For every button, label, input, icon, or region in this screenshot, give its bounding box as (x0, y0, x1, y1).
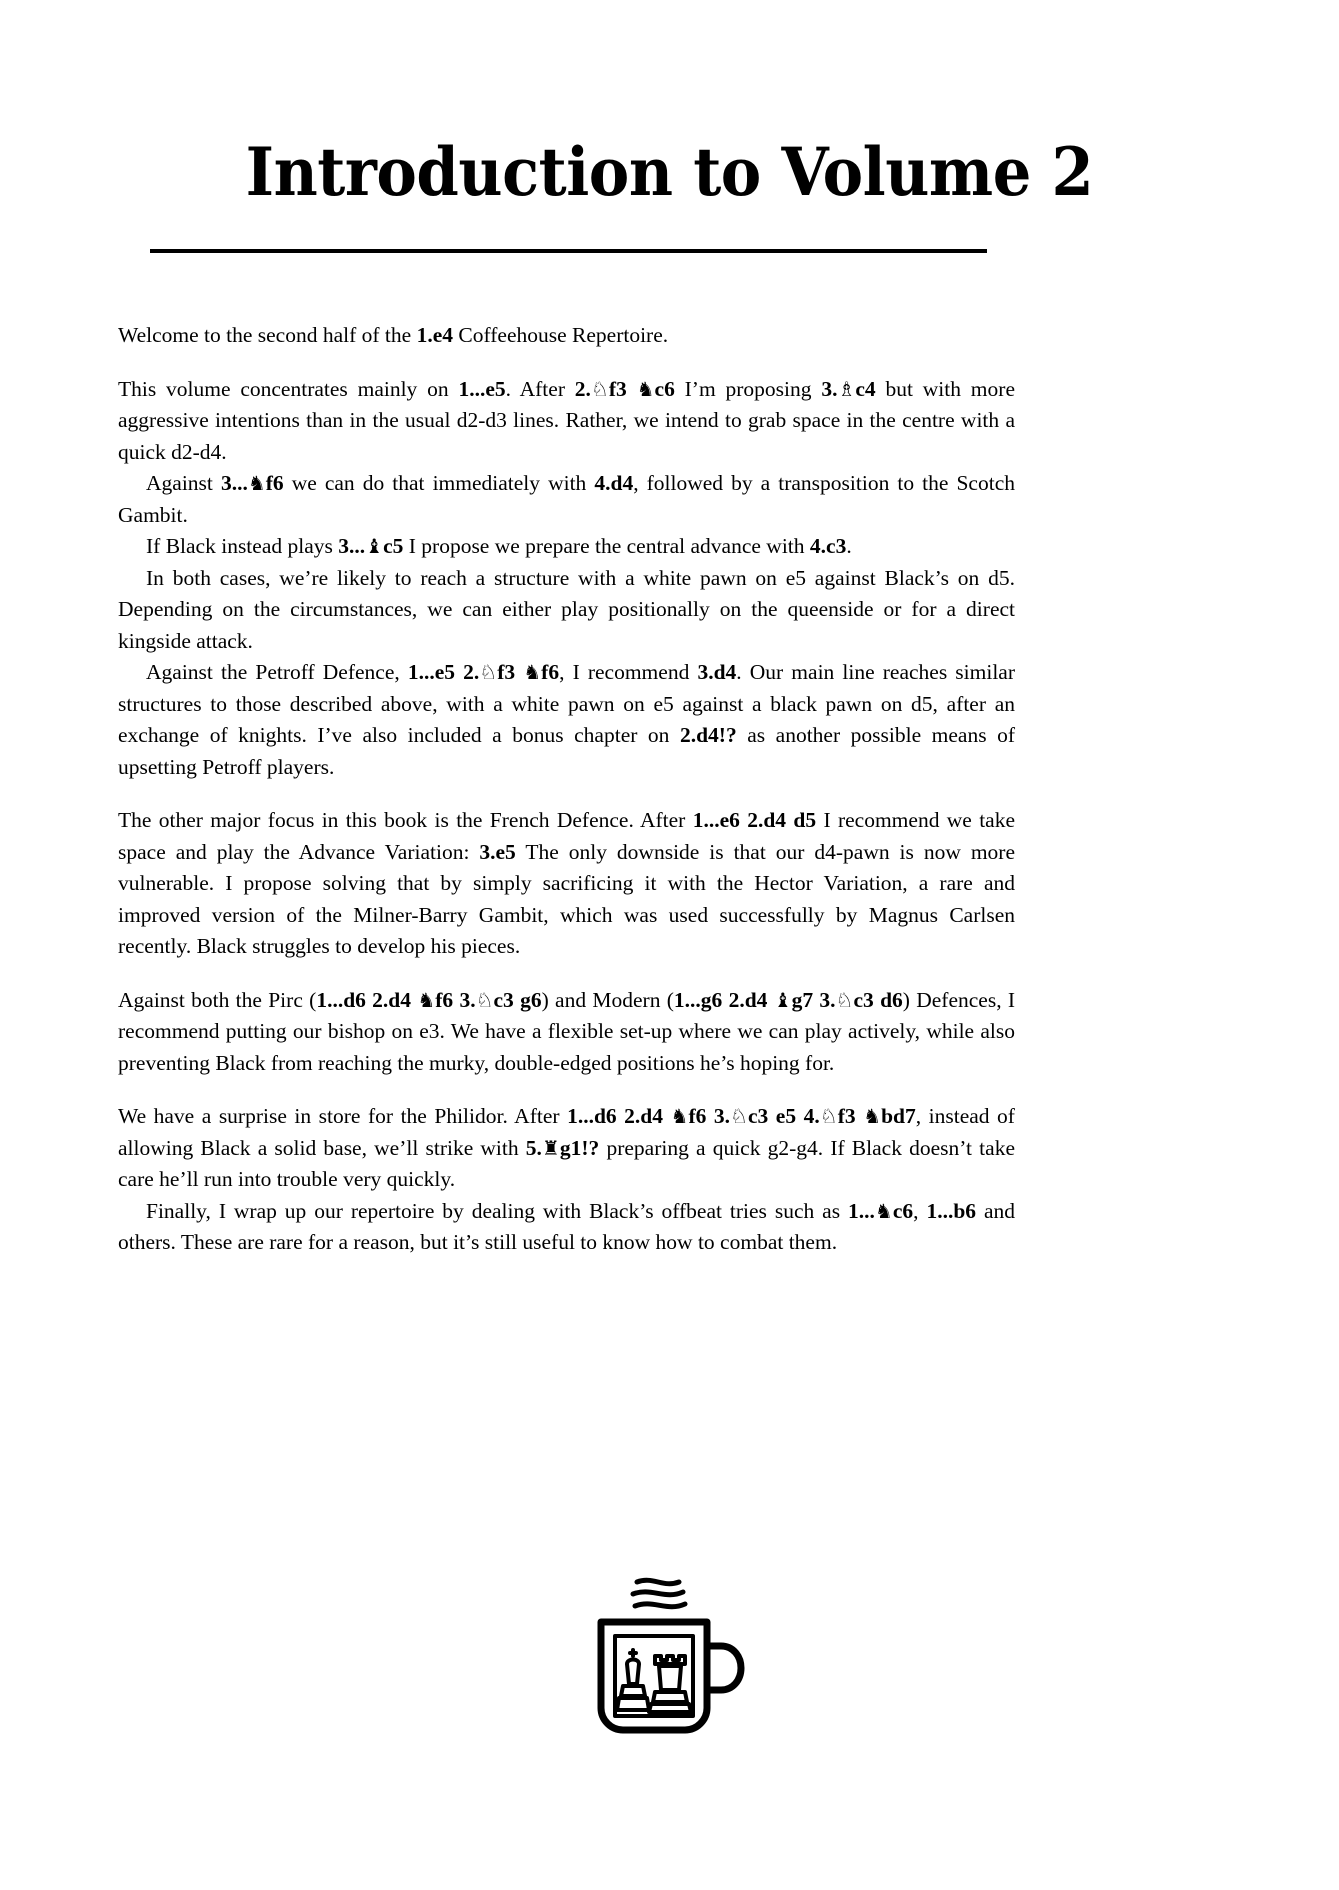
chess-figurine-icon: ♘ (475, 987, 494, 1012)
chess-figurine-icon: ♞ (670, 1104, 689, 1128)
title-block (142, 133, 1197, 211)
chess-figurine-icon: ♘ (590, 376, 609, 401)
page-title: Introduction to Volume 2 (245, 133, 1094, 211)
chess-figurine-icon: ♜ (541, 1135, 560, 1160)
chess-figurine-icon: ♝ (365, 534, 384, 558)
chess-figurine-icon: ♘ (835, 987, 854, 1012)
chess-figurine-icon: ♝ (773, 987, 792, 1012)
paragraph: If Black instead plays 3...♝c5 I propose we prepare the central advance with 4.c3. (146, 534, 852, 558)
coffee-mug-chess-logo (0, 1560, 1339, 1755)
chess-figurine-icon: ♞ (247, 471, 266, 495)
paragraph: Against both the Pirc (1...d6 2.d4 ♞f6 3.♘c3 g6) and Modern (1...g6 2.d4 ♝g7 3.♘c3 d6) Defences, I recommend putting our bishop on e3. We have a flexible set-up where we can play actively, while also preventing Black from reaching the murky, double-edged positions he’s hoping for. (118, 987, 1016, 1075)
paragraph: We have a surprise in store for the Philidor. After 1...d6 2.d4 ♞f6 3.♘c3 e5 4.♘f3 ♞bd7, instead of allowing Black a solid base, we’ll strike with 5.♜g1!? preparing a quick g2-g4. If Black doesn’t take care he’ll run into trouble very quickly. (118, 1104, 1015, 1191)
chess-figurine-icon: ♗ (837, 376, 856, 401)
chess-figurine-icon: ♘ (819, 1104, 838, 1128)
chess-figurine-icon: ♘ (479, 660, 498, 684)
paragraph: Welcome to the second half of the 1.e4 Coffeehouse Repertoire. (118, 323, 669, 347)
paragraph: Against the Petroff Defence, 1...e5 2.♘f3 ♞f6, I recommend 3.d4. Our main line reaches similar structures to those described above, with a white pawn on e5 against a black pawn on d5, after an exchange of knights. I’ve also included a bonus chapter on 2.d4!? as another possible means of upsetting Petroff players. (118, 660, 1016, 779)
body-text (118, 320, 1015, 1259)
chess-figurine-icon: ♞ (523, 660, 542, 684)
paragraph: Finally, I wrap up our repertoire by dealing with Black’s offbeat tries such as 1...♞c6, 1...b6 and others. These are rare for a reason, but it’s still useful to know how to combat them. (118, 1198, 1016, 1254)
title-divider (150, 249, 987, 253)
chess-figurine-icon: ♘ (730, 1104, 748, 1128)
chess-figurine-icon: ♞ (636, 376, 655, 401)
paragraph: The other major focus in this book is the French Defence. After 1...e6 2.d4 d5 I recommend we take space and play the Advance Variation: 3.e5 The only downside is that our d4-pawn is now more vulnerable. I propose solving that by simply sacrificing it with the Hector Variation, a rare and improved version of the Milner-Barry Gambit, which was used successfully by Magnus Carlsen recently. Black struggles to develop his pieces. (118, 808, 1016, 958)
chess-figurine-icon: ♞ (863, 1104, 882, 1128)
paragraph: In both cases, we’re likely to reach a structure with a white pawn on e5 against Black’s on d5. Depending on the circumstances, we can either play positionally on the queenside or for a direct kingside attack. (118, 565, 1015, 653)
paragraph: This volume concentrates mainly on 1...e5. After 2.♘f3 ♞c6 I’m proposing 3.♗c4 but with more aggressive intentions than in the usual d2-d3 lines. Rather, we intend to grab space in the centre with a quick d2-d4. (118, 376, 1015, 464)
chess-figurine-icon: ♞ (874, 1198, 893, 1223)
paragraph: Against 3...♞f6 we can do that immediately with 4.d4, followed by a transposition to the Scotch Gambit. (118, 471, 1015, 527)
chess-figurine-icon: ♞ (417, 987, 436, 1012)
